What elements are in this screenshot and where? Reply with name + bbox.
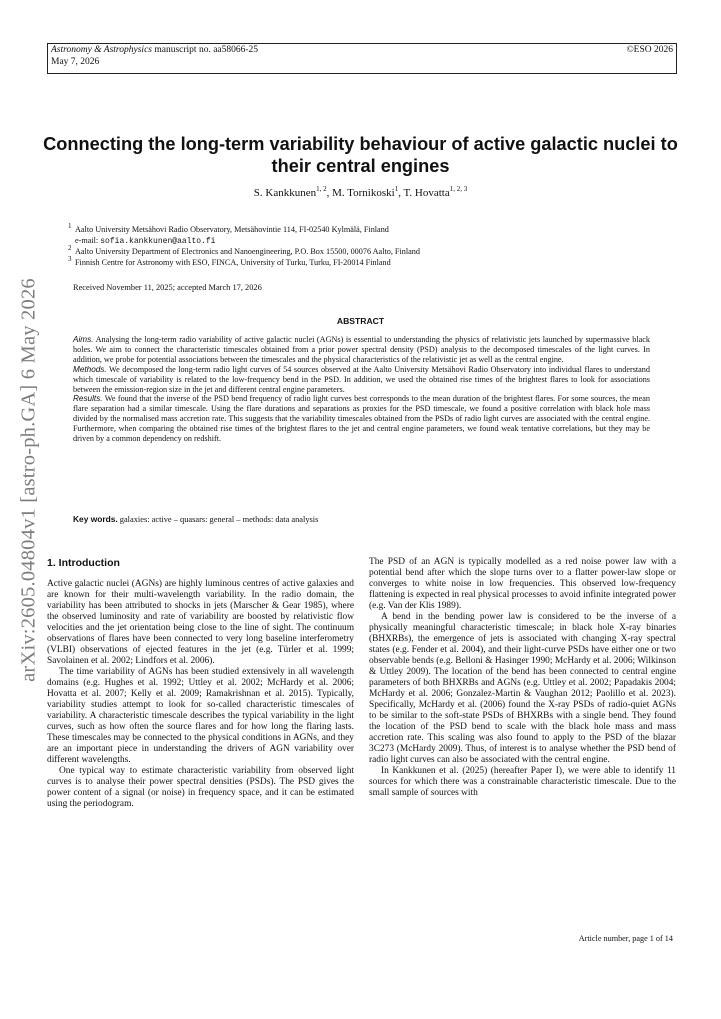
author-affiliation-mark: 1, 2, 3 (449, 185, 468, 193)
email-label: e-mail: (75, 236, 101, 245)
abstract-paragraph (73, 335, 650, 365)
page-footer: Article number, page 1 of 14 (578, 934, 673, 943)
affiliation: 2 Aalto University Department of Electronics and Nanoengineering, P.O. Box 15500, 00076 Aalto, Finland (68, 244, 420, 256)
abstract-paragraph (73, 394, 650, 444)
manuscript-date: May 7, 2026 (51, 57, 100, 67)
affiliation-text: Aalto University Department of Electronics and Nanoengineering, P.O. Box 15500, 00076 Aalto, Finland (75, 247, 420, 256)
body-paragraph: One typical way to estimate characteristic variability from observed light curves is to analyse their power spectral densities (PSDs). The PSD gives the power content of a signal (or noise) in frequency space, and it can be estimated using the periodogram. (47, 766, 354, 809)
left-column (47, 579, 354, 810)
body-paragraph: Active galactic nuclei (AGNs) are highly luminous centres of active galaxies and are known for their multi-wavelength variability. In the radio domain, the variability has been attributed to shocks in jets (Marscher & Gear 1985), where the observed luminosity and rate of variability are boosted by relativistic flow velocities and the jet orientation being close to the line of sight. The continuum observations of flares have been connected to very long baseline interferometry (VLBI) observations of ejected features in the jet (e.g. Türler et al. 1999; Savolainen et al. 2002; Lindfors et al. 2006). (47, 579, 354, 666)
author: T. Hovatta (403, 187, 450, 199)
affiliation-email (75, 236, 215, 247)
abstract-label: Methods. (73, 364, 107, 374)
paper-title: Connecting the long-term variability behaviour of active galactic nuclei to their central engines (43, 134, 678, 176)
abstract-text: We found that the inverse of the PSD bend frequency of radio light curves best corresponds to the mean duration of the brightest flares. For some sources, the mean flare separation had a similar timescale. Using the flare durations and separations as proxies for the PSD timescale, we found a positive correlation with black hole mass divided by the normalised mass accretion rate. This suggests that the variability timescales obtained from the PSDs of radio light curves are associated with the central engine. Furthermore, when comparing the obtained rise times of the brightest flares to the jet and central engine parameters, we found weak tentative correlations, but they may be driven by a common dependency on redshift. (73, 394, 650, 444)
author-affiliation-mark: 1, 2 (316, 185, 327, 193)
abstract-text: We decomposed the long-term radio light curves of 54 sources observed at the Aalto University Metsähovi Radio Observatory into individual flares to understand which timescale of variability is related to the low-frequency bend in the PSD. In addition, we used the obtained rise times of the brightest flares to look for associations between the emission-region size in the jet and different central engine parameters. (73, 364, 650, 394)
abstract-label: Results. (73, 394, 103, 404)
author-affiliation-mark: 1 (394, 185, 399, 193)
abstract-label: Aims. (73, 335, 94, 344)
right-column (369, 557, 676, 799)
body-paragraph: A bend in the bending power law is considered to be the inverse of a physically meaningful characteristic timescale; in black hole X-ray binaries (BHXRBs), the emergence of jets is associated with changing X-ray spectral states (e.g. Fender et al. 2004), and their light-curve PSDs have either one or two observable bends (e.g. Belloni & Hasinger 1990; McHardy et al. 2006; Wilkinson & Uttley 2009). The location of the bend has been connected to central engine parameters of both BHXRBs and AGNs (e.g. Uttley et al. 2002; Papadakis 2004; McHardy et al. 2006; Gonzalez-Martin & Vaughan 2012; Paolillo et al. 2023). Specifically, McHardy et al. (2006) found the X-ray PSDs of radio-quiet AGNs to be similar to the soft-state PSDs of BHXRBs with a single bend. They found the location of the PSD bend to scale with the black hole mass and mass accretion rate. This scaling was also found to apply to the PSD of the blazar 3C273 (McHardy 2009). Thus, of interest is to analyse whether the PSD bend of radio light curves can also be associated with the central engine. (369, 612, 676, 765)
abstract-paragraph (73, 365, 650, 395)
affiliation: 3 Finnish Centre for Astronomy with ESO, FINCA, University of Turku, Turku, FI-20014 Finland (68, 255, 391, 267)
received-dates: Received November 11, 2025; accepted March 17, 2026 (73, 283, 262, 292)
copyright: ©ESO 2026 (626, 45, 673, 55)
abstract (73, 335, 650, 444)
abstract-heading: ABSTRACT (336, 316, 385, 326)
affiliation: 1 Aalto University Metsähovi Radio Observatory, Metsähovintie 114, FI-02540 Kylmälä, Finland (68, 222, 389, 234)
manuscript-number: manuscript no. aa58066-25 (151, 45, 259, 55)
keywords-label: Key words. (73, 514, 118, 524)
body-paragraph: The time variability of AGNs has been studied extensively in all wavelength domains (e.g. Hughes et al. 1992; Uttley et al. 2002; McHardy et al. 2006; Hovatta et al. 2007; Kelly et al. 2009; Ramakrishnan et al. 2015). Typically, variability studies attempt to look for so-called characteristic timescales of variability. A characteristic timescale describes the typical variability in the light curves, such as how often the source flares and for how long the flaring lasts. These timescales may be connected to the physical conditions in AGNs, and they are an important piece in understanding the drivers of AGN variability over different wavelengths. (47, 667, 354, 765)
keywords (73, 514, 318, 524)
section-heading: 1. Introduction (47, 557, 120, 569)
journal-line (51, 45, 258, 55)
author-separator: , (398, 187, 404, 199)
body-paragraph: The PSD of an AGN is typically modelled as a red noise power law with a potential bend after which the slope turns over to a flatter power-law slope or converges to white noise in low frequencies. This observed low-frequency flattening is expected in real physical processes to avoid infinite integrated power (e.g. Van der Klis 1989). (369, 557, 676, 611)
body-paragraph: In Kankkunen et al. (2025) (hereafter Paper I), we were able to identify 11 sources for which there was a constrainable characteristic timescale. Due to the small sample of sources with (369, 766, 676, 798)
journal-name: Astronomy & Astrophysics (51, 45, 152, 55)
author: M. Tornikoski (332, 187, 395, 199)
affiliation-text: Aalto University Metsähovi Radio Observatory, Metsähovintie 114, FI-02540 Kylmälä, Finland (75, 225, 389, 234)
author-list (40, 187, 681, 199)
author-separator: , (326, 187, 333, 199)
affiliation-text: Finnish Centre for Astronomy with ESO, FINCA, University of Turku, Turku, FI-20014 Finland (75, 258, 391, 267)
arxiv-identifier: arXiv:2605.04804v1 [astro-ph.GA] 6 May 2026 (17, 278, 40, 682)
author: S. Kankkunen (253, 187, 317, 199)
email-address[interactable]: sofia.kankkunen@aalto.fi (100, 237, 216, 246)
abstract-text: Analysing the long-term radio variability of active galactic nuclei (AGNs) is essential to understanding the physics of relativistic jets launched by supermassive black holes. We aim to connect the characteristic timescales obtained from a prior power spectral density (PSD) analysis to the decomposed timescales of the light curves. In addition, we probe for potential associations between the timescales and the physical characteristics of the relativistic jet as well as the central engine. (73, 335, 650, 364)
keywords-text: galaxies: active – quasars: general – methods: data analysis (119, 515, 319, 524)
arxiv-sidebar (16, 270, 42, 690)
